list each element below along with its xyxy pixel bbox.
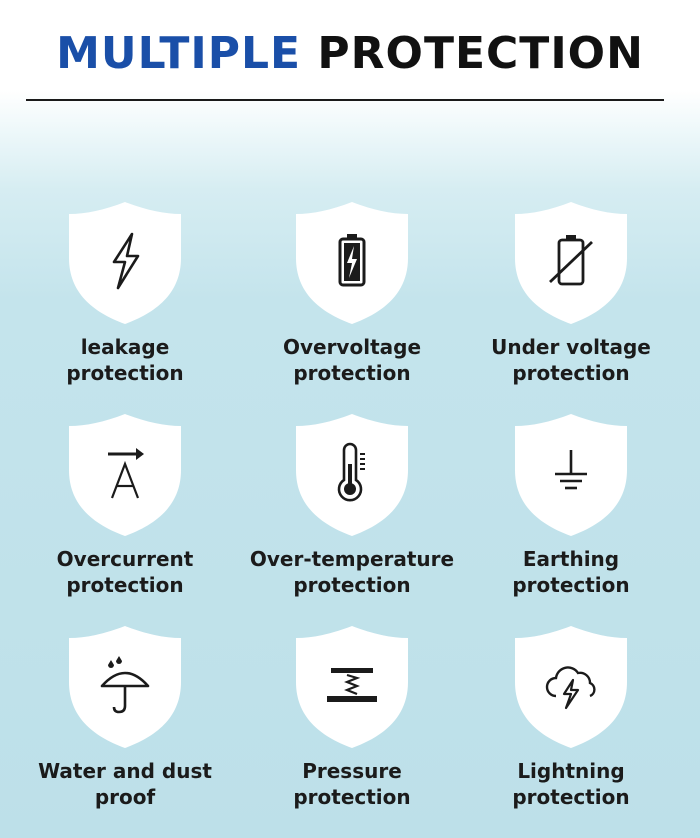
feature-water-dust-proof bbox=[10, 624, 240, 824]
storm-cloud-icon bbox=[540, 654, 602, 716]
feature-label bbox=[10, 546, 240, 598]
feature-label-line1: Water and dust bbox=[38, 759, 212, 783]
feature-leakage bbox=[10, 200, 240, 400]
feature-label-line2: protection bbox=[66, 573, 184, 597]
feature-overvoltage bbox=[237, 200, 467, 400]
pressure-spring-icon bbox=[321, 654, 383, 716]
feature-label-line1: Earthing bbox=[522, 547, 620, 571]
feature-under-voltage bbox=[456, 200, 686, 400]
umbrella-rain-icon bbox=[94, 654, 156, 716]
feature-label bbox=[10, 334, 240, 386]
feature-label bbox=[237, 758, 467, 810]
feature-label-line2: protection bbox=[293, 573, 411, 597]
feature-label bbox=[456, 546, 686, 598]
feature-label-line1: leakage bbox=[80, 335, 170, 359]
battery-crossed-icon bbox=[540, 230, 602, 292]
feature-label-line2: proof bbox=[94, 785, 156, 809]
feature-overcurrent bbox=[10, 412, 240, 612]
feature-label bbox=[237, 546, 467, 598]
feature-label bbox=[10, 758, 240, 810]
feature-earthing bbox=[456, 412, 686, 612]
feature-label-line2: protection bbox=[293, 785, 411, 809]
feature-label-line2: protection bbox=[512, 785, 630, 809]
feature-label bbox=[456, 334, 686, 386]
battery-charging-icon bbox=[321, 230, 383, 292]
feature-label-line1: Pressure bbox=[302, 759, 402, 783]
feature-pressure bbox=[237, 624, 467, 824]
feature-label-line1: Overvoltage bbox=[282, 335, 422, 359]
feature-label-line2: protection bbox=[66, 361, 184, 385]
feature-lightning bbox=[456, 624, 686, 824]
feature-label-line2: protection bbox=[293, 361, 411, 385]
feature-label-line2: protection bbox=[512, 361, 630, 385]
feature-label-line2: protection bbox=[512, 573, 630, 597]
feature-label-line1: Lightning bbox=[517, 759, 625, 783]
feature-label-line1: Under voltage bbox=[491, 335, 651, 359]
feature-label-line1: Over-temperature bbox=[249, 547, 455, 571]
feature-over-temperature bbox=[237, 412, 467, 612]
title-part-protection: PROTECTION bbox=[317, 28, 644, 79]
feature-label bbox=[456, 758, 686, 810]
thermometer-icon bbox=[321, 442, 383, 504]
title-part-multiple: MULTIPLE bbox=[56, 28, 302, 79]
lightning-bolt-icon bbox=[94, 230, 156, 292]
feature-label-line1: Overcurrent bbox=[56, 547, 194, 571]
ground-icon bbox=[540, 442, 602, 504]
feature-label bbox=[237, 334, 467, 386]
current-arrow-icon bbox=[94, 442, 156, 504]
